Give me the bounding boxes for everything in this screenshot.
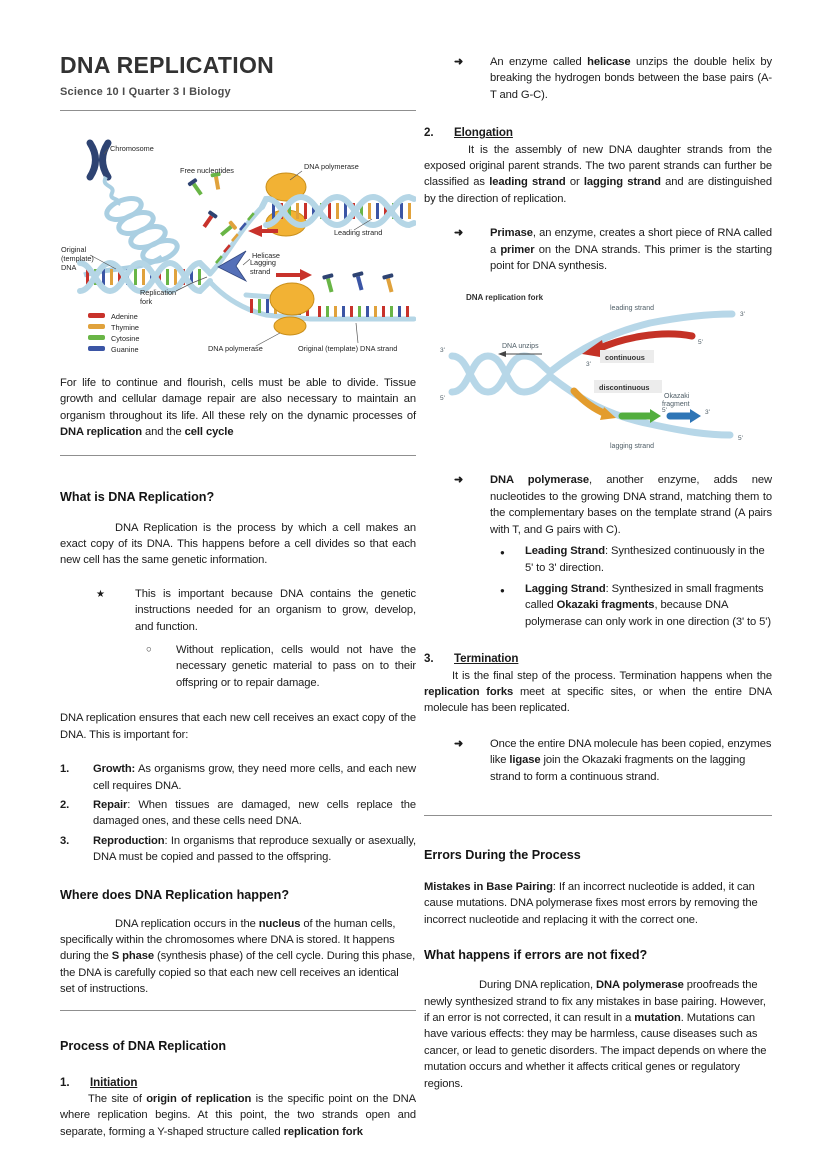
chromatin-coil (84, 177, 180, 275)
label-lagging-strand: strand (250, 267, 271, 276)
paragraph-proofreading: During DNA replication, DNA polymerase proofreads the newly synthesized strand to fix any mistakes in base pairing. However, if an error is not corrected, it can result in a mutation. Mutations can have various effects: they may be harmless, cause diseases such as cancer, or lead to genetic disorders. The impact depends on where the mutation occurs and whether it affects critical genes or regulatory regions. (424, 979, 767, 1090)
label-original-template-strand: Original (template) DNA strand (298, 344, 398, 353)
page-title: DNA REPLICATION (60, 52, 275, 78)
sub-bullet-leading-strand (500, 543, 772, 576)
legend-adenine: Adenine (111, 312, 138, 321)
list-item-text: Growth: As organisms grow, they need more cells, and each new cell requires DNA. (93, 763, 416, 792)
bullet-text: Lagging Strand: Synthesized in small fragments called Okazaki fragments, because DNA polymerase can only work in one direction (3' to 5') (525, 582, 771, 628)
step-number: 1. (60, 1075, 70, 1089)
step-heading-initiation (60, 1075, 416, 1091)
free-nucleotides-group (187, 172, 237, 239)
original-dna-helix (80, 263, 210, 291)
bullet-text: Primase, an enzyme, creates a short piece of RNA called a primer on the DNA strands. This primer is the starting point for DNA synthesis. (490, 227, 772, 273)
paragraph-intro: For life to continue and flourish, cells must be able to divide. Tissue growth and cellular damage repair are also necessary to maintain an organism throughout its life. All these rely on the dynamic processes of DNA replication and the cell cycle (60, 377, 416, 439)
paragraph-what-is: DNA Replication is the process by which a cell makes an exact copy of its DNA. This happens before a cell divides so that each new cell has the same genetic information. (60, 521, 416, 567)
label-original-dna: (template) (61, 254, 94, 263)
label-leading-strand: Leading strand (334, 228, 383, 237)
label-dna-unzips: DNA unzips (502, 343, 539, 351)
prime-3-fragment: 3' (705, 409, 710, 417)
bullet-text: An enzyme called helicase unzips the double helix by breaking the hydrogen bonds between the base pairs (A-T and G-C). (490, 56, 772, 101)
label-dna-polymerase-bottom: DNA polymerase (208, 344, 263, 353)
sub-bullet-lagging-strand (500, 581, 772, 630)
paragraph-elongation: It is the assembly of new DNA daughter strands from the exposed original parent strands. The two parent strands can further be classified as leading strand or lagging strand and are distinguished by the direction of replication. (424, 143, 773, 205)
dot-bullet-icon: ● (500, 585, 505, 595)
paragraph-ensures: DNA replication ensures that each new cell receives an exact copy of the DNA. This is important for: (60, 712, 416, 741)
prime-3-top-right: 3' (740, 311, 745, 319)
label-helicase: Helicase (252, 251, 280, 260)
section-heading-errors-not-fixed: What happens if errors are not fixed? (424, 948, 648, 963)
section-heading-what-is: What is DNA Replication? (60, 489, 215, 504)
leader-line (356, 323, 358, 343)
legend-cytosine: Cytosine (111, 334, 140, 343)
label-free-nucleotides: Free nucleotides (180, 166, 234, 175)
section-heading-where: Where does DNA Replication happen? (60, 887, 290, 902)
bullet-text: Leading Strand: Synthesized continuously in the 5' to 3' direction. (525, 545, 765, 574)
step-title: Termination (454, 652, 519, 666)
bullet-star-importance (96, 586, 416, 635)
list-number: 2. (60, 798, 70, 811)
base-color-legend (88, 312, 139, 354)
paragraph-mistakes: Mistakes in Base Pairing: If an incorrect nucleotide is added, it can cause mutations. DNA polymerase fixes most errors by removing the incorrect nucleotide and replacing it with the correct one. (424, 880, 758, 926)
divider (424, 815, 772, 816)
prime-5-red: 5' (698, 339, 703, 347)
paragraph-initiation: The site of origin of replication is the specific point on the DNA where replication begins. At this point, the two strands open and separate, forming a Y-shaped structure called replication fork (60, 1092, 416, 1138)
dot-bullet-icon: ● (500, 548, 505, 558)
list-item-text: Repair: When tissues are damaged, new cells replace the damaged ones, and these cells need DNA. (93, 798, 416, 828)
label-dna-polymerase-top: DNA polymerase (304, 162, 359, 171)
arrow-bullet-icon: ➜ (454, 227, 464, 240)
page-subtitle: Science 10 I Quarter 3 I Biology (60, 86, 231, 98)
label-chromosome: Chromosome (110, 144, 154, 153)
label-leading-strand: leading strand (610, 305, 654, 313)
prime-5-bottom-right: 5' (738, 435, 743, 443)
bullet-primase (454, 225, 772, 274)
list-item-growth (60, 761, 416, 794)
left-column (60, 52, 416, 1140)
list-item-repair (60, 797, 416, 830)
prime-5-left: 5' (440, 395, 445, 403)
arrow-bullet-icon: ➜ (454, 474, 464, 487)
legend-thymine: Thymine (111, 323, 139, 332)
bullet-text: DNA polymerase, another enzyme, adds new nucleotides to the growing DNA strand, matching them to the complementary bases on the template strand (A pairs with T, and G pairs with C). (490, 474, 772, 536)
divider (60, 1010, 416, 1011)
section-heading-errors: Errors During the Process (424, 847, 581, 862)
legend-guanine: Guanine (111, 345, 139, 354)
label-original-dna: DNA (61, 263, 77, 272)
step-title: Elongation (454, 126, 513, 140)
label-replication-fork: fork (140, 297, 153, 306)
step-heading-termination (424, 651, 772, 667)
list-number: 3. (60, 834, 70, 847)
star-bullet-icon: ★ (96, 588, 105, 600)
label-original-dna: Original (61, 245, 87, 254)
numbered-list-importance (60, 761, 416, 865)
right-column (424, 48, 772, 1092)
paragraph-termination: It is the final step of the process. Termination happens when the replication forks meet at specific sites, or when the entire DNA molecule has been replicated. (424, 669, 772, 715)
label-continuous: continuous (605, 353, 645, 363)
circle-bullet-icon: ○ (146, 644, 152, 656)
list-item-reproduction (60, 833, 416, 866)
lagging-direction-arrow (276, 269, 312, 281)
label-okazaki: Okazaki (664, 393, 690, 401)
leader-line (243, 259, 250, 265)
step-number: 2. (424, 126, 434, 140)
dna-replication-overview-diagram (60, 127, 416, 365)
label-discontinuous: discontinuous (599, 383, 650, 393)
divider (60, 455, 416, 456)
bullet-circle-without-replication (146, 642, 416, 691)
bullet-helicase (454, 54, 772, 103)
replication-fork-diagram (424, 288, 772, 458)
prime-5-mid: 5' (662, 407, 667, 415)
label-lagging-strand: Lagging (250, 258, 276, 267)
label-replication-fork: Replication (140, 288, 177, 297)
prime-3-left: 3' (440, 347, 445, 355)
bullet-text: Once the entire DNA molecule has been copied, enzymes like ligase join the Okazaki fragments on the lagging strand to form a continuous strand. (490, 737, 772, 783)
list-number: 1. (60, 763, 70, 776)
label-okazaki: fragment (662, 401, 690, 409)
label-lagging-strand: lagging strand (610, 443, 654, 451)
step-heading-elongation (424, 125, 772, 141)
chromosome-icon (90, 143, 108, 177)
bullet-ligase (454, 736, 772, 785)
divider (60, 110, 416, 111)
list-item-text: Reproduction: In organisms that reproduce sexually or asexually, DNA must be copied and passed to the offspring. (93, 834, 416, 864)
section-heading-process: Process of DNA Replication (60, 1038, 227, 1053)
free-nucleotides-group (322, 271, 397, 293)
prime-3-red-tip: 3' (586, 361, 591, 369)
step-number: 3. (424, 652, 434, 666)
diagram-title: DNA replication fork (466, 293, 544, 303)
arrow-bullet-icon: ➜ (454, 56, 464, 68)
dna-polymerase-bottom-blob (270, 283, 314, 335)
bullet-text: Without replication, cells would not have the necessary genetic material to pass on to their offspring or to repair damage. (176, 644, 416, 689)
bullet-text: This is important because DNA contains the genetic instructions needed for an organism to grow, develop, and function. (135, 587, 416, 633)
paragraph-where: DNA replication occurs in the nucleus of the human cells, specifically within the chromosomes where DNA is stored. It happens during the S phase (synthesis phase) of the cell cycle. During this phase, the DNA is carefully copied so that each new cell receives an identical set of instructions. (60, 917, 416, 996)
step-title: Initiation (90, 1075, 138, 1089)
arrow-bullet-icon: ➜ (454, 737, 464, 750)
template-bases (318, 306, 409, 317)
bullet-dna-polymerase (454, 472, 772, 538)
